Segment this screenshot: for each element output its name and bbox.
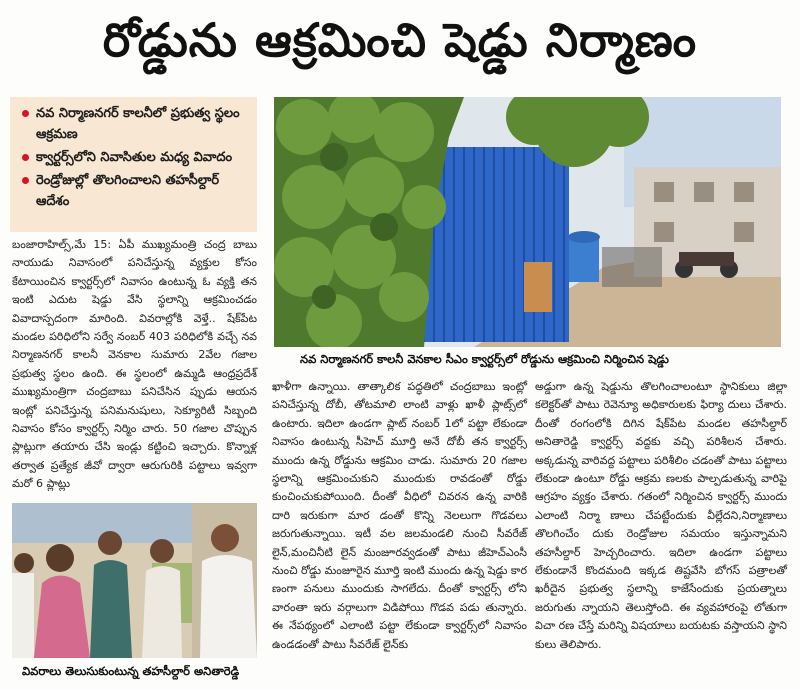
shed-photo-illustration bbox=[274, 97, 781, 347]
highlight-item bbox=[22, 170, 251, 212]
highlight-text: రెండ్రోజుల్లో తొలగించాలని తహసీల్దార్ ఆదేశం bbox=[36, 173, 220, 209]
article-paragraph: ఖాళీగా ఉన్నాయి. తాత్కాలిక పద్ధతిలో చంద్రబాబు ఇంట్లో పనిచేస్తున్న దోబీ, తోటమాలి లాంటి వాళ్లు ఖాళీ ప్లాట్స్‌లో ఉంటారు. ఇదిలా ఉండగా ప్లాట్ నంబర్ 1లో పట్టా లేకుండా నివాసం ఉంటున్న సీహెచ్ మూర్తి అనే దోబీ తన క్వార్టర్స్ ముందు ఉన్న రోడ్డును ఆక్రమిం చాడు. సుమారు 20 గజాల స్థలాన్ని ఆక్రమించుకుని ముందుకు రావడంతో రోడ్డు కుంచించుకుపోయింది. దీంతో వీధిలో చివరన ఉన్న వారికి దారి ఇరుకుగా మార డంతో కొన్ని నెలలుగా గొడవలు జరుగుతున్నాయి. ఇటీ వల జలమండలి నుంచి సీవరేజ్ లైన్,మంచినీటి లైన్ మంజూరవ్వడంతో పాటు జీహెచ్ఎంసీ నుంచి రోడ్డు మంజూరైన మూర్తి ఇంటి ముందు ఉన్న షెడ్డు కార ణంగా పనులు ముందుకు సాగలేదు. దీంతో క్వార్టర్స్‌ లోని వారంతా ఇరు వర్గాలుగా విడిపోయి గొడవ పడు తున్నారు. ఈ నేపథ్యంలో ఎలాంటి పట్టా లేకుండా క్వార్టర్స్‌లో నివాసం ఉండడంతో పాటు సీవరేజ్ లైన్‌కు bbox=[272, 380, 527, 651]
highlights-box bbox=[10, 97, 257, 232]
small-photo-caption: వివరాలు తెలుసుకుంటున్న తహసీల్దార్ అనితారెడ్డి bbox=[22, 664, 240, 678]
highlight-item bbox=[22, 147, 251, 168]
bullet-icon bbox=[22, 110, 29, 117]
main-photo-caption: నవ నిర్మాణనగర్ కాలనీ వెనకాల సీఎం క్వార్టర్స్‌లో రోడ్డును ఆక్రమించి నిర్మించిన షెడ్డు bbox=[300, 352, 669, 366]
bullet-icon bbox=[22, 154, 29, 161]
article-column-2 bbox=[272, 378, 527, 654]
shed-photo bbox=[274, 97, 781, 347]
article-paragraph: అడ్డుగా ఉన్న షెడ్డును తొలగించాలంటూ స్థానికులు జిల్లా కలెక్టర్‌తో పాటు రెవెన్యూ అధికారులకు ఫిర్యా దులు చేశారు. దీంతో రంగంలోకి దిగిన షేక్‌పేట మండల తహసీల్దార్ అనితారెడ్డి క్వార్టర్స్ వద్దకు వచ్చి పరిశీలన చేశారు. అక్కడున్న వారివద్ద పట్టాలు పరిశీలిం చడంతో పాటు పట్టాలు లేకుండా ఉంటూ రోడ్డు ఆక్రమ ణలకు పాల్పడుతున్న వారిపై ఆగ్రహం వ్యక్తం చేశారు. గతంలో నిర్మించిన క్వార్టర్స్ ముందు ఎలాంటి నిర్మా ణాలు చేపట్టేందుకు వీల్లేదని,నిర్మాణాలు తొలగించేం దుకు రెండ్రోజుల సమయం ఇస్తున్నామని తహసీల్దార్ హెచ్చరించారు. ఇదిలా ఉండగా పట్టాలు లేకుండానే కొందమంది ఇక్కడ తిష్టవేసి బోగస్ పత్రాలతో ఖరీదైన ప్రభుత్వ స్థలాన్ని కాజేసేందుకు ప్రయత్నాలు జరుగుతు న్నాయని తెలుస్తోంది. ఈ వ్యవహారంపై లోతుగా విచా రణ చేస్తే మరిన్ని విషయాలు బయటకు వస్తాయని స్థాని కులు తెలిపారు. bbox=[535, 380, 787, 651]
highlight-text: నవ నిర్మాణనగర్ కాలనీలో ప్రభుత్వ స్థలం ఆక్రమణ bbox=[36, 106, 240, 142]
headline: రోడ్డును ఆక్రమించి షెడ్డు నిర్మాణం bbox=[102, 13, 698, 67]
tahsildar-photo-illustration bbox=[12, 503, 257, 658]
bullet-icon bbox=[22, 177, 29, 184]
highlight-item bbox=[22, 103, 251, 145]
tahsildar-photo bbox=[12, 503, 257, 658]
article-column-3 bbox=[535, 378, 787, 654]
article-paragraph: బంజారాహిల్స్,మే 15: ఏపీ ముఖ్యమంత్రి చంద్ర బాబు నాయుడు నివాసంలో పనిచేస్తున్న వ్యక్తుల కోసం కేటాయించిన క్వార్టర్స్‌లో నివాసం ఉంటున్న ఓ వ్యక్తి తన ఇంటి ఎదుట షెడ్డు వేసి స్థలాన్ని ఆక్రమించడం వివాదాస్పదంగా మారింది. వివరాల్లోకి వెళ్తే.. షేక్‌పేట మండల పరిధిలోని సర్వే నంబర్ 403 పరిధిలోకి వచ్చే నవ నిర్మాణనగర్ కాలనీ వెనకాల సుమారు 2వేల గజాల ప్రభుత్వ స్థలం ఉంది. ఈ స్థలంలో ఉమ్మడి ఆంధ్రప్రదేశ్ ముఖ్యమంత్రిగా చంద్రబాబు పనిచేసిన ప్పుడు ఆయన ఇంట్లో పనిచేస్తున్న పనిమనుషులు, సెక్యూరిటీ సిబ్బంది నివాసం కోసం క్వార్టర్స్ నిర్మిం చారు. 50 గజాల చొప్పున ప్లాట్లుగా తయారు చేసి ఇండ్లు కట్టించి ఇచ్చారు. కొన్నాళ్ల తర్వాత ప్రత్యేక జీవో ద్వారా ఆరుగురికి పట్టాలు ఇవ్వగా మరో 6 ప్లాట్లు bbox=[12, 238, 257, 491]
article-column-1 bbox=[12, 236, 257, 494]
highlight-text: క్వార్టర్స్‌లోని నివాసితుల మధ్య వివాదం bbox=[36, 150, 233, 165]
